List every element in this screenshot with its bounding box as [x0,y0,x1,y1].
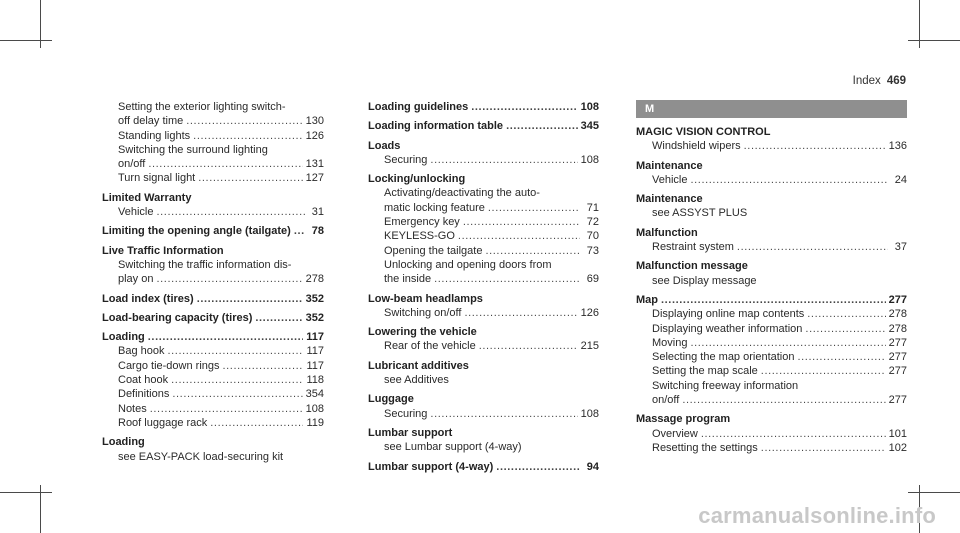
index-term: Windshield wipers [652,140,741,153]
index-heading [368,426,599,440]
index-line [118,171,324,185]
page-reference[interactable]: 108 [580,407,599,420]
index-term: Lubricant additives [368,359,469,372]
header-label: Index [852,75,881,87]
index-heading [636,159,907,173]
page-reference[interactable]: 127 [305,172,324,185]
index-heading [368,392,599,406]
page-reference[interactable]: 277 [888,336,907,349]
page-reference[interactable]: 117 [306,345,324,358]
index-subentry [102,402,324,416]
index-line [636,159,907,173]
index-column-3 [636,100,907,455]
index-term: Overview [652,427,698,440]
index-line [384,258,599,272]
index-line [384,201,599,215]
index-term: Roof luggage rack [118,416,208,429]
index-line [368,426,599,440]
index-line [102,435,324,449]
index-line [102,292,324,306]
index-term: Displaying weather information [652,322,803,335]
index-subentry [636,139,907,153]
index-subentry [102,205,324,219]
index-column-1 [102,100,324,464]
index-line [368,325,599,339]
dot-leader [661,293,886,307]
index-heading [368,139,599,153]
crop-mark [908,40,960,41]
dot-leader [458,229,580,243]
index-line [118,416,324,430]
index-heading [636,226,907,240]
index-heading [368,325,599,339]
dot-leader [471,100,577,114]
dot-leader [167,344,303,358]
dot-leader [744,139,886,153]
index-line [102,311,324,325]
index-term: Vehicle [652,173,688,186]
index-term: Map [636,293,658,306]
page-header [853,75,906,87]
index-subentry [102,359,324,373]
dot-leader [690,336,885,350]
dot-leader [488,201,580,215]
page-reference[interactable]: 117 [306,359,324,372]
index-term: Live Traffic Information [102,244,224,257]
index-line [652,240,907,254]
index-subentry [636,240,907,254]
page-reference[interactable]: 126 [580,306,599,319]
watermark: carmanualsonline.info [698,503,936,528]
index-subentry [102,100,324,129]
index-line [368,359,599,373]
dot-leader [430,153,577,167]
index-line [118,129,324,143]
dot-leader [156,205,305,219]
index-term: Malfunction [636,226,698,239]
index-term: Lowering the vehicle [368,326,477,339]
page-reference[interactable]: 72 [586,216,599,229]
page-reference[interactable]: 24 [894,173,907,186]
index-subentry [368,258,599,287]
dot-leader [682,393,885,407]
page-reference[interactable]: 215 [580,340,599,353]
index-term: see Additives [384,374,449,387]
index-term: Loading information table [368,120,504,133]
index-line [652,379,907,393]
index-heading [636,293,907,307]
index-subentry [636,427,907,441]
index-heading [102,191,324,205]
index-term: Loading [102,436,145,449]
index-term: Restraint system [652,241,734,254]
index-term: Massage program [636,413,731,426]
index-line [384,215,599,229]
index-subentry [102,171,324,185]
dot-leader [506,119,578,133]
index-line [118,100,324,114]
index-line [636,412,907,426]
index-line [652,139,907,153]
index-term: Loading [102,331,145,344]
dot-leader [210,416,303,430]
index-heading [368,172,599,186]
page-reference[interactable]: 136 [888,140,907,153]
index-subentry [368,440,599,454]
page-reference[interactable]: 126 [305,129,324,142]
index-subentry [102,450,324,464]
page-reference[interactable]: 102 [888,441,907,454]
index-line [636,125,907,139]
crop-mark [0,40,52,41]
index-line [102,330,324,344]
section-letter-m: M [636,100,907,118]
index-line [652,322,907,336]
page-reference[interactable]: 277 [888,351,907,364]
page-reference[interactable]: 277 [888,394,907,407]
index-term: Selecting the map orientation [652,351,795,364]
index-term: Setting the map scale [652,365,758,378]
index-subentry [636,274,907,288]
index-subentry [368,186,599,215]
index-heading [636,125,907,139]
index-subentry [102,143,324,172]
index-subentry [368,306,599,320]
index-term: Loading guidelines [368,101,469,113]
index-term: see ASSYST PLUS [652,207,748,220]
dot-leader [434,272,580,286]
index-subentry [368,153,599,167]
dot-leader [255,311,302,325]
page-reference[interactable]: 101 [888,427,907,440]
index-term: Loads [368,139,401,152]
index-line [384,440,599,454]
index-term: off delay time [118,115,184,128]
index-term: Definitions [118,388,170,401]
dot-leader [479,339,578,353]
page-reference[interactable]: 37 [894,241,907,254]
index-term: Malfunction message [636,260,748,273]
index-line [652,364,907,378]
page-number: 469 [886,75,906,87]
dot-leader [701,427,886,441]
index-term: Securing [384,407,428,420]
index-subentry [636,307,907,321]
index-term: Switching on/off [384,306,462,319]
index-line [384,373,599,387]
index-line [118,205,324,219]
index-term: KEYLESS-GO [384,230,455,243]
dot-leader [797,350,885,364]
index-term: Activating/deactivating the auto- [384,187,540,200]
dot-leader [496,460,580,474]
dot-leader [172,387,302,401]
index-term: Load-bearing capacity (tires) [102,311,253,324]
index-term: Resetting the settings [652,441,758,454]
page-reference[interactable]: 278 [888,322,907,335]
page-reference[interactable]: 70 [586,230,599,243]
index-line [118,387,324,401]
index-heading [102,330,324,344]
index-subentry [636,322,907,336]
index-subentry [636,173,907,187]
index-line [368,392,599,406]
index-line [118,114,324,128]
index-line [368,292,599,306]
dot-leader [193,129,302,143]
index-term: MAGIC VISION CONTROL [636,126,771,138]
index-term: Switching the surround lighting [118,143,268,156]
index-term: see EASY-PACK load-securing kit [118,450,284,463]
page-reference[interactable]: 108 [580,101,599,113]
dot-leader [464,306,577,320]
index-term: Lumbar support [368,426,453,439]
page-reference[interactable]: 94 [586,460,599,473]
index-term: Lumbar support (4-way) [368,460,494,473]
index-term: play on [118,273,154,286]
dot-leader [294,224,305,238]
index-term: Displaying online map contents [652,308,805,321]
index-heading [368,460,599,474]
index-line [118,258,324,272]
index-subentry [636,364,907,378]
crop-mark [0,492,52,493]
index-term: Maintenance [636,159,703,172]
dot-leader [186,114,302,128]
index-line [118,359,324,373]
index-heading [368,100,599,114]
index-heading [368,119,599,133]
index-line [368,119,599,133]
index-heading [102,292,324,306]
page-reference[interactable]: 352 [305,292,324,305]
index-line [652,274,907,288]
dot-leader [485,244,580,258]
page-reference[interactable]: 277 [888,293,907,306]
page-reference[interactable]: 119 [306,416,324,429]
index-subentry [368,244,599,258]
index-heading [368,359,599,373]
index-subentry [636,336,907,350]
dot-leader [171,373,303,387]
dot-leader [150,402,303,416]
index-line [118,344,324,358]
page-reference[interactable]: 73 [586,244,599,257]
index-heading [368,292,599,306]
index-term: Rear of the vehicle [384,340,476,353]
index-line [118,143,324,157]
index-line [636,293,907,307]
index-line [102,191,324,205]
index-line [636,259,907,273]
index-line [368,100,599,114]
index-term: Locking/unlocking [368,173,466,186]
index-line [384,306,599,320]
index-line [368,172,599,186]
page-reference[interactable]: 31 [311,206,324,219]
index-line [652,441,907,455]
index-term: Vehicle [118,206,154,219]
page-reference[interactable]: 278 [888,308,907,321]
index-heading [102,435,324,449]
index-line [636,226,907,240]
index-term: Bag hook [118,345,165,358]
index-term: Turn signal light [118,172,196,185]
index-term: Standing lights [118,129,191,142]
index-term: on/off [652,394,680,407]
index-term: Moving [652,336,688,349]
index-line [652,350,907,364]
dot-leader [737,240,888,254]
index-heading [102,311,324,325]
index-subentry [102,258,324,287]
index-subentry [368,229,599,243]
index-term: Switching the traffic information dis- [118,258,292,271]
index-term: see Display message [652,274,757,287]
index-term: Setting the exterior lighting switch- [118,101,286,113]
index-term: Luggage [368,393,414,406]
index-subentry [368,215,599,229]
index-heading [636,192,907,206]
dot-leader [805,322,885,336]
page-reference[interactable]: 352 [305,311,324,324]
index-subentry [102,344,324,358]
index-line [384,153,599,167]
index-line [384,339,599,353]
index-term: Cargo tie-down rings [118,359,220,372]
index-column-2 [368,100,599,474]
page-reference[interactable]: 118 [306,374,324,387]
index-line [384,229,599,243]
index-subentry [102,387,324,401]
index-line [636,192,907,206]
dot-leader [690,173,888,187]
index-term: see Lumbar support (4-way) [384,441,522,454]
index-line [118,450,324,464]
crop-mark [908,492,960,493]
index-line [118,157,324,171]
index-line [652,173,907,187]
dot-leader [223,359,304,373]
page-reference[interactable]: 108 [305,402,324,415]
dot-leader [761,364,886,378]
page-reference[interactable]: 130 [305,115,324,128]
index-term: Switching freeway information [652,379,799,392]
index-term: Emergency key [384,216,460,229]
index-line [652,427,907,441]
index-subentry [368,407,599,421]
index-term: Opening the tailgate [384,244,483,257]
page-reference[interactable]: 345 [580,120,599,133]
index-subentry [102,129,324,143]
index-line [652,336,907,350]
index-term: Low-beam headlamps [368,292,483,305]
index-line [384,407,599,421]
page-reference[interactable]: 71 [586,201,599,214]
page-reference[interactable]: 117 [306,331,324,344]
index-subentry [368,339,599,353]
index-subentry [102,373,324,387]
index-term: the inside [384,273,432,286]
index-line [118,272,324,286]
page-reference[interactable]: 69 [586,273,599,286]
index-heading [102,244,324,258]
index-line [384,186,599,200]
dot-leader [148,157,302,171]
index-term: matic locking feature [384,201,485,214]
page-reference[interactable]: 354 [305,388,324,401]
page-reference[interactable]: 108 [580,153,599,166]
index-line [368,139,599,153]
index-term: on/off [118,158,146,171]
index-subentry [636,350,907,364]
index-line [118,402,324,416]
index-term: Limited Warranty [102,191,192,204]
dot-leader [463,215,580,229]
dot-leader [807,307,885,321]
index-line [384,244,599,258]
index-line [384,272,599,286]
index-heading [102,224,324,238]
index-term: Limiting the opening angle (tailgate) [102,225,291,238]
index-heading [636,412,907,426]
page-reference[interactable]: 277 [888,365,907,378]
index-subentry [102,416,324,430]
index-term: Securing [384,153,428,166]
index-line [652,307,907,321]
dot-leader [148,330,303,344]
dot-leader [430,407,577,421]
index-line [118,373,324,387]
index-line [102,244,324,258]
index-term: Maintenance [636,193,703,206]
index-subentry [636,441,907,455]
page-reference[interactable]: 278 [305,273,324,286]
index-subentry [636,379,907,408]
index-subentry [636,206,907,220]
dot-leader [198,171,302,185]
page-reference[interactable]: 131 [305,158,324,171]
index-line [652,206,907,220]
page-reference[interactable]: 78 [311,225,324,238]
index-subentry [368,373,599,387]
index-term: Notes [118,402,147,415]
index-line [652,393,907,407]
index-line [368,460,599,474]
dot-leader [156,272,302,286]
index-heading [636,259,907,273]
index-line [102,224,324,238]
dot-leader [761,441,886,455]
dot-leader [197,292,303,306]
index-term: Unlocking and opening doors from [384,258,552,271]
index-term: Load index (tires) [102,292,194,305]
index-term: Coat hook [118,374,169,387]
